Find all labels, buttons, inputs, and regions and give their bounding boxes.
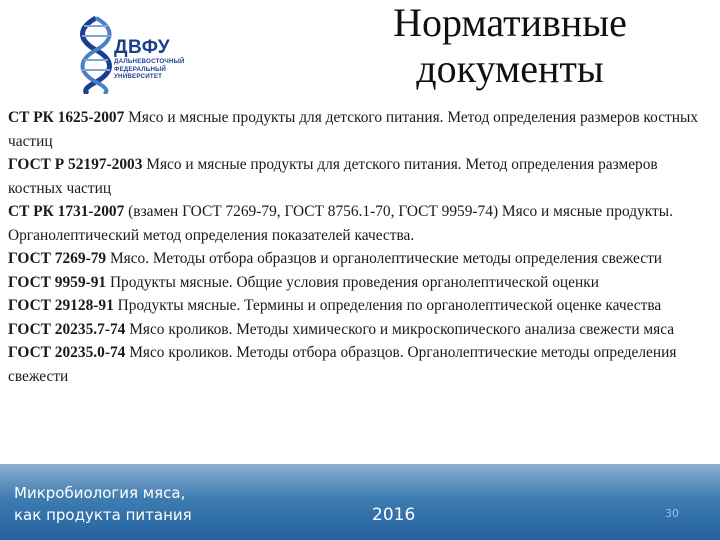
logo-name: ДВФУ (114, 37, 171, 58)
dna-helix-logo-icon (74, 16, 118, 94)
footer-line-1: Микробиология мяса, (14, 484, 186, 502)
document-item (8, 200, 714, 247)
footer-course-title (14, 482, 192, 526)
document-code: СТ РК 1731-2007 (8, 203, 125, 220)
document-item (8, 341, 714, 388)
document-code: ГОСТ 29128-91 (8, 297, 114, 314)
document-text: Мясо кроликов. Методы химического и микроскопического анализа свежести мяса (125, 320, 675, 338)
document-code: СТ РК 1625-2007 (8, 109, 125, 126)
document-code: ГОСТ 9959-91 (8, 273, 107, 291)
logo-sub-line-1: ДАЛЬНЕВОСТОЧНЫЙ (114, 58, 185, 65)
slide-title (340, 0, 680, 92)
document-text: Продукты мясные. Термины и определения по органолептической оценке качества (113, 297, 662, 314)
document-text: Мясо и мясные продукты для детского питания. Метод определения размеров костных частиц (8, 109, 699, 150)
document-item (8, 294, 714, 318)
document-text: (взамен ГОСТ 7269-79, ГОСТ 8756.1-70, ГОСТ 9959-74) Мясо и мясные продукты. Органолептический метод определения показателей качества. (8, 203, 673, 244)
logo-text (114, 38, 194, 81)
slide-title-line-2: документы (416, 46, 604, 91)
document-item (8, 106, 714, 153)
footer-year: 2016 (372, 505, 416, 525)
page-number: 30 (665, 507, 679, 520)
document-text: Мясо. Методы отбора образцов и органолептические методы определения свежести (106, 250, 663, 267)
document-text: Мясо кроликов. Методы отбора образцов. Органолептические методы определения свежести (8, 344, 677, 385)
footer-bar (0, 464, 720, 540)
footer-line-2: как продукта питания (14, 506, 192, 524)
logo-sub-line-3: УНИВЕРСИТЕТ (114, 73, 163, 81)
document-text: Мясо и мясные продукты для детского питания. Метод определения размеров костных частиц (8, 156, 658, 197)
document-item (8, 318, 714, 342)
document-text: Продукты мясные. Общие условия проведения органолептической оценки (106, 273, 599, 291)
logo-sub-line-2: ФЕДЕРАЛЬНЫЙ (114, 65, 167, 73)
document-code: ГОСТ 20235.7-74 (8, 320, 126, 338)
document-item (8, 247, 714, 271)
documents-list (8, 106, 714, 388)
document-item (8, 153, 714, 200)
slide-title-line-1: Нормативные (393, 0, 627, 45)
document-code: ГОСТ Р 52197-2003 (8, 156, 143, 173)
document-code: ГОСТ 20235.0-74 (8, 344, 126, 361)
document-item (8, 271, 714, 295)
document-code: ГОСТ 7269-79 (8, 250, 107, 267)
